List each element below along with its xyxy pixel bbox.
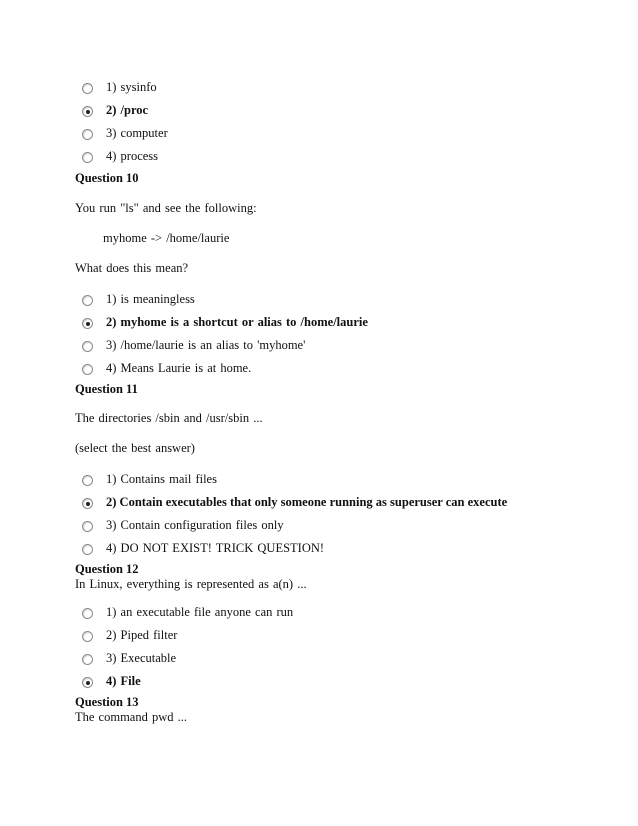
question-10-prompt: You run "ls" and see the following: — [75, 201, 257, 215]
question-10-heading: Question 10 — [75, 171, 139, 185]
q12-radio-3[interactable] — [82, 654, 93, 665]
question-11-heading: Question 11 — [75, 382, 138, 396]
question-13-prompt: The command pwd ... — [75, 710, 188, 724]
q11-option-3: 3) Contain configuration files only — [106, 518, 284, 532]
question-12-heading: Question 12 — [75, 562, 139, 576]
q10-radio-1[interactable] — [82, 295, 93, 306]
q11-radio-3[interactable] — [82, 521, 93, 532]
question-11-prompt: The directories /sbin and /usr/sbin ... — [75, 411, 263, 425]
q9-radio-4[interactable] — [82, 152, 93, 163]
q10-radio-2[interactable] — [82, 318, 93, 329]
q12-option-1: 1) an executable file anyone can run — [106, 605, 294, 619]
q10-option-2: 2) myhome is a shortcut or alias to /home/laurie — [106, 315, 368, 329]
q12-radio-2[interactable] — [82, 631, 93, 642]
q9-option-1: 1) sysinfo — [106, 80, 157, 94]
q11-radio-4[interactable] — [82, 544, 93, 555]
q11-option-1: 1) Contains mail files — [106, 472, 217, 486]
question-11-note: (select the best answer) — [75, 441, 195, 455]
q12-radio-1[interactable] — [82, 608, 93, 619]
q9-option-3: 3) computer — [106, 126, 168, 140]
q12-radio-4[interactable] — [82, 677, 93, 688]
q12-option-4: 4) File — [106, 674, 141, 688]
question-12-prompt: In Linux, everything is represented as a(n) ... — [75, 577, 307, 591]
q10-radio-4[interactable] — [82, 364, 93, 375]
q9-radio-1[interactable] — [82, 83, 93, 94]
q10-option-1: 1) is meaningless — [106, 292, 195, 306]
question-10-question: What does this mean? — [75, 261, 189, 275]
q9-radio-3[interactable] — [82, 129, 93, 140]
q9-option-4: 4) process — [106, 149, 159, 163]
q11-option-4: 4) DO NOT EXIST! TRICK QUESTION! — [106, 541, 325, 555]
q10-option-3: 3) /home/laurie is an alias to 'myhome' — [106, 338, 306, 352]
q11-radio-2[interactable] — [82, 498, 93, 509]
q12-option-2: 2) Piped filter — [106, 628, 178, 642]
q11-option-2: 2) Contain executables that only someone running as superuser can execute — [106, 495, 508, 509]
q10-radio-3[interactable] — [82, 341, 93, 352]
q10-option-4: 4) Means Laurie is at home. — [106, 361, 252, 375]
q9-option-2: 2) /proc — [106, 103, 149, 117]
q9-radio-2[interactable] — [82, 106, 93, 117]
question-13-heading: Question 13 — [75, 695, 139, 709]
q12-option-3: 3) Executable — [106, 651, 177, 665]
q11-radio-1[interactable] — [82, 475, 93, 486]
question-10-code: myhome -> /home/laurie — [103, 231, 230, 245]
